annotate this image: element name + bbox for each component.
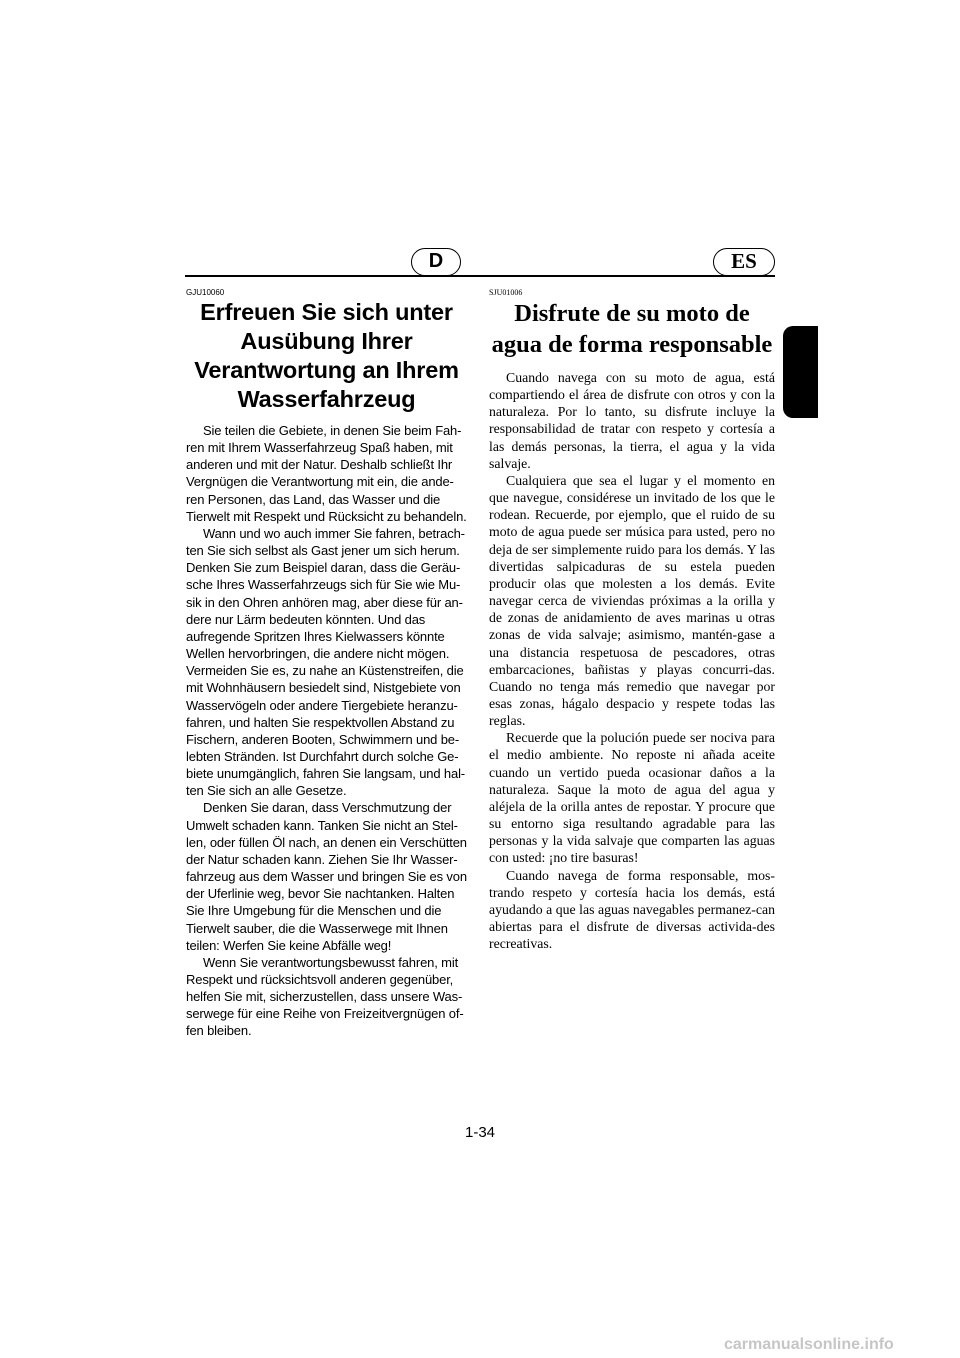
section-title: Erfreuen Sie sich unter Ausübung Ihrer Verantwortung an Ihrem Wasserfahrzeug	[194, 299, 459, 412]
paragraph: Wenn Sie verantwortungsbewusst fahren, mit Respekt und rücksichtsvoll anderen gegenüber, helfen Sie mit, sicherzustellen, dass unsere Was-serwege für eine Reihe von Freizeitvergnügen of-fen bleiben.	[186, 954, 464, 1039]
paragraph: Recuerde que la polución puede ser nociva para el medio ambiente. No reposte ni añada aceite cuando un vertido pueda ocasionar daños a la naturaleza. Saque la moto de agua del agua y aléjela de la orilla antes de repostar. Y procure que su entorno siga resultando agradable para las personas y la vida salvaje que comparten las aguas con usted: ¡no tire basuras!	[489, 730, 775, 866]
chapter-tab	[783, 326, 818, 418]
section-body	[186, 422, 467, 1040]
language-badge-spanish: ES	[713, 248, 775, 276]
page-number: 1-34	[464, 1124, 496, 1141]
paragraph: Denken Sie daran, dass Verschmutzung der Umwelt schaden kann. Tanken Sie nicht an Stel-len, oder füllen Öl nach, an denen ein Verschütten der Natur schaden kann. Ziehen Sie Ihr Wasser-fahrzeug aus dem Wasser und bringen Sie es von der Uferlinie weg, bevor Sie nachtanken. Halten Sie Ihre Umgebung für die Menschen und die Tierwelt sauber, die die Wasserwege mit Ihnen teilen: Werfen Sie keine Abfälle weg!	[186, 800, 467, 953]
paragraph: Cuando navega de forma responsable, mos-trando respeto y cortesía hacia los demás, está ayudando a que las aguas navegables permanez-can abiertas para el disfrute de diversas activida-des recreativas.	[489, 867, 775, 952]
paragraph: Cualquiera que sea el lugar y el momento en que navegue, considérese un invitado de los que le rodean. Recuerde, por ejemplo, que el ruido de su moto de agua puede ser música para usted, pero no deja de ser simplemente ruido para los demás. Y las divertidas salpicaduras de su estela pueden producir olas que molesten a los demás. Evite navegar cerca de viviendas próximas a la orilla y de zonas de anidamiento de aves marinas u otras zonas de vida salvaje; asimismo, mantén-gase a una distancia respetuosa de pescadores, otras embarcaciones, bañistas y playas concurri-das. Cuando no tenga más remedio que navegar por esas zonas, hágalo despacio y respete todas las reglas.	[489, 472, 775, 729]
section-title: Disfrute de su moto de agua de forma responsable	[491, 300, 773, 358]
spanish-column	[489, 288, 775, 952]
section-code: GJU10060	[186, 288, 225, 297]
german-column	[186, 288, 467, 1040]
paragraph: Sie teilen die Gebiete, in denen Sie beim Fah-ren mit Ihrem Wasserfahrzeug Spaß haben, mit anderen und mit der Natur. Deshalb schließt Ihr Vergnügen die Verantwortung mit ein, die ande-ren Personen, das Land, das Wasser und die Tierwelt mit Respekt und Rücksicht zu behandeln.	[186, 423, 467, 524]
language-badge-german: D	[411, 248, 461, 276]
paragraph: Cuando navega con su moto de agua, está compartiendo el área de disfrute con otros y con la naturaleza. Por lo tanto, su disfrute incluye la responsabilidad de tratar con respeto y cortesía a las demás personas, la tierra, el agua y la vida salvaje.	[489, 370, 775, 471]
watermark[interactable]: carmanualsonline.info	[724, 1336, 894, 1353]
section-code: SJU01006	[489, 288, 523, 297]
paragraph: Wann und wo auch immer Sie fahren, betrach-ten Sie sich selbst als Gast jener um sich herum. Denken Sie zum Beispiel daran, dass die Geräu-sche Ihres Wasserfahrzeugs sich für Sie wie Mu-sik in den Ohren anhören mag, aber diese für an-dere nur Lärm bedeuten könnten. Und das aufregende Spritzen Ihres Kielwassers könnte Wellen hervorbringen, die andere nicht mögen. Vermeiden Sie es, zu nahe an Küstenstreifen, die mit Wohnhäusern besiedelt sind, Nistgebiete von Wasservögeln oder andere Tiergebiete heranzu-fahren, und halten Sie respektvollen Abstand zu Fischern, anderen Booten, Schwimmern und be-lebten Stränden. Ist Durchfahrt durch solche Ge-biete unumgänglich, fahren Sie langsam, und hal-ten Sie sich an alle Gesetze.	[186, 525, 465, 799]
section-body	[489, 369, 775, 952]
header-rule	[185, 275, 775, 277]
